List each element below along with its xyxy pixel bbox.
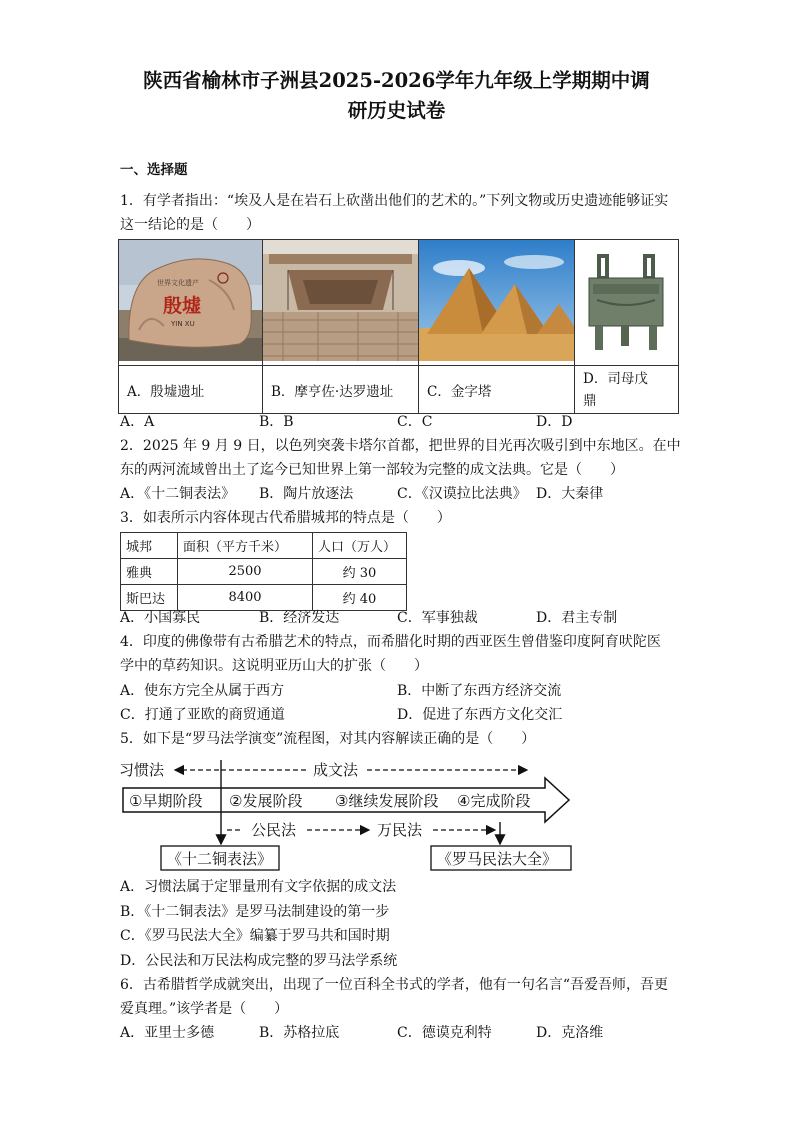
- table-cell-area: 2500: [178, 559, 313, 585]
- q3-option-c[interactable]: C．军事独裁: [397, 610, 478, 626]
- table-cell-population: 约 40: [313, 585, 407, 611]
- image-cell-simuwu-ding: [575, 240, 679, 366]
- q6-option-c[interactable]: C．德谟克利特: [397, 1025, 492, 1041]
- stage-2: ②发展阶段: [229, 792, 303, 810]
- table-header-population: 人口（万人）: [313, 533, 407, 559]
- q1-stem-line1: 1．有学者指出：“埃及人是在岩石上砍凿出他们的艺术的。”下列文物或历史遗迹能够证实: [120, 193, 669, 209]
- yinxu-inscription-sub: YIN XU: [171, 320, 195, 328]
- yinxu-heritage-text: 世界文化遗产: [157, 279, 199, 287]
- q2-option-c[interactable]: C．《汉谟拉比法典》: [397, 486, 527, 502]
- q2-option-a[interactable]: A．《十二铜表法》: [120, 486, 236, 502]
- page-title-line2: 研历史试卷: [347, 99, 446, 122]
- yinxu-stone-image: [119, 240, 262, 361]
- caption-b: B．摩亨佐·达罗遗址: [263, 366, 419, 414]
- stage-1: ①早期阶段: [129, 792, 203, 810]
- q2-option-b[interactable]: B．陶片放逐法: [259, 486, 354, 502]
- nations-law-label: 万民法: [377, 821, 423, 839]
- table-cell-area: 8400: [178, 585, 313, 611]
- q1-option-a[interactable]: A．A: [120, 414, 155, 430]
- roman-law-flowchart: [115, 752, 575, 874]
- mohenjodaro-ruins-image: [263, 240, 418, 361]
- caption-d: [575, 366, 679, 414]
- caption-c: C．金字塔: [419, 366, 575, 414]
- q3-option-d[interactable]: D．君主专制: [536, 610, 618, 626]
- stage-4: ④完成阶段: [457, 792, 531, 810]
- q5-option-a[interactable]: A．习惯法属于定罪量刑有文字依据的成文法: [120, 879, 397, 895]
- table-cell-population: 约 30: [313, 559, 407, 585]
- q5-option-c[interactable]: C．《罗马民法大全》编纂于罗马共和国时期: [120, 928, 390, 944]
- image-cell-mohenjodaro: [263, 240, 419, 366]
- q1-option-b[interactable]: B．B: [259, 414, 294, 430]
- yinxu-inscription: 殷墟: [163, 295, 202, 317]
- image-cell-pyramids: [419, 240, 575, 366]
- q3-stem: 3．如表所示内容体现古代希腊城邦的特点是（ ）: [120, 510, 451, 526]
- corpus-label: 《罗马民法大全》: [437, 850, 558, 868]
- table-header-area: 面积（平方千米）: [178, 533, 313, 559]
- q6-stem-line2: 爱真理。”该学者是（ ）: [120, 1001, 289, 1017]
- q4-option-b[interactable]: B．中断了东西方经济交流: [397, 683, 562, 699]
- q2-option-d[interactable]: D．大秦律: [536, 486, 604, 502]
- q1-stem-line2: 这一结论的是（ ）: [120, 217, 260, 233]
- q1-image-table: [118, 239, 679, 414]
- q2-stem-line2: 东的两河流域曾出土了迄今已知世界上第一部较为完整的成文法典。它是（ ）: [120, 462, 624, 478]
- q6-option-b[interactable]: B．苏格拉底: [259, 1025, 340, 1041]
- q6-option-a[interactable]: A．亚里士多德: [120, 1025, 215, 1041]
- q3-option-a[interactable]: A．小国寡民: [120, 610, 201, 626]
- written-law-label: 成文法: [313, 761, 359, 779]
- q2-stem-line1: 2．2025 年 9 月 9 日，以色列突袭卡塔尔首都，把世界的目光再次吸引到中东地区。在中: [120, 438, 681, 454]
- q3-option-b[interactable]: B．经济发达: [259, 610, 340, 626]
- q4-stem-line1: 4．印度的佛像带有古希腊艺术的特点，而希腊化时期的西亚医生曾借鉴印度阿育吠陀医: [120, 634, 661, 650]
- q4-stem-line2: 学中的草药知识。这说明亚历山大的扩张（ ）: [120, 658, 428, 674]
- section-heading: 一、选择题: [120, 162, 188, 178]
- table-cell-city: 雅典: [121, 559, 178, 585]
- q3-data-table: [120, 532, 407, 611]
- table-cell-city: 斯巴达: [121, 585, 178, 611]
- page-title-line1: 陕西省榆林市子洲县2025-2026学年九年级上学期期中调: [143, 69, 650, 92]
- q1-option-d[interactable]: D．D: [536, 414, 573, 430]
- caption-d-line2: 鼎: [583, 392, 597, 409]
- caption-d-line1: D．司母戊: [583, 370, 648, 387]
- image-cell-yinxu: [119, 240, 263, 366]
- pyramids-image: [419, 240, 574, 361]
- q6-stem-line1: 6．古希腊哲学成就突出，出现了一位百科全书式的学者，他有一句名言“吾爱吾师，吾更: [120, 977, 669, 993]
- q5-option-b[interactable]: B．《十二铜表法》是罗马法制建设的第一步: [120, 904, 390, 920]
- q4-option-a[interactable]: A．使东方完全从属于西方: [120, 683, 285, 699]
- twelve-tables-label: 《十二铜表法》: [167, 850, 273, 868]
- q5-option-d[interactable]: D．公民法和万民法构成完整的罗马法学系统: [120, 953, 398, 969]
- table-header-city: 城邦: [121, 533, 178, 559]
- q5-stem: 5．如下是“罗马法学演变”流程图，对其内容解读正确的是（ ）: [120, 731, 536, 747]
- simuwu-ding-image: [575, 240, 678, 361]
- q4-option-d[interactable]: D．促进了东西方文化交汇: [397, 707, 563, 723]
- q4-option-c[interactable]: C．打通了亚欧的商贸通道: [120, 707, 285, 723]
- citizen-law-label: 公民法: [251, 821, 297, 839]
- q6-option-d[interactable]: D．克洛维: [536, 1025, 604, 1041]
- caption-a: A．殷墟遗址: [119, 366, 263, 414]
- q1-option-c[interactable]: C．C: [397, 414, 433, 430]
- stage-3: ③继续发展阶段: [335, 792, 439, 810]
- habit-law-label: 习惯法: [119, 761, 165, 779]
